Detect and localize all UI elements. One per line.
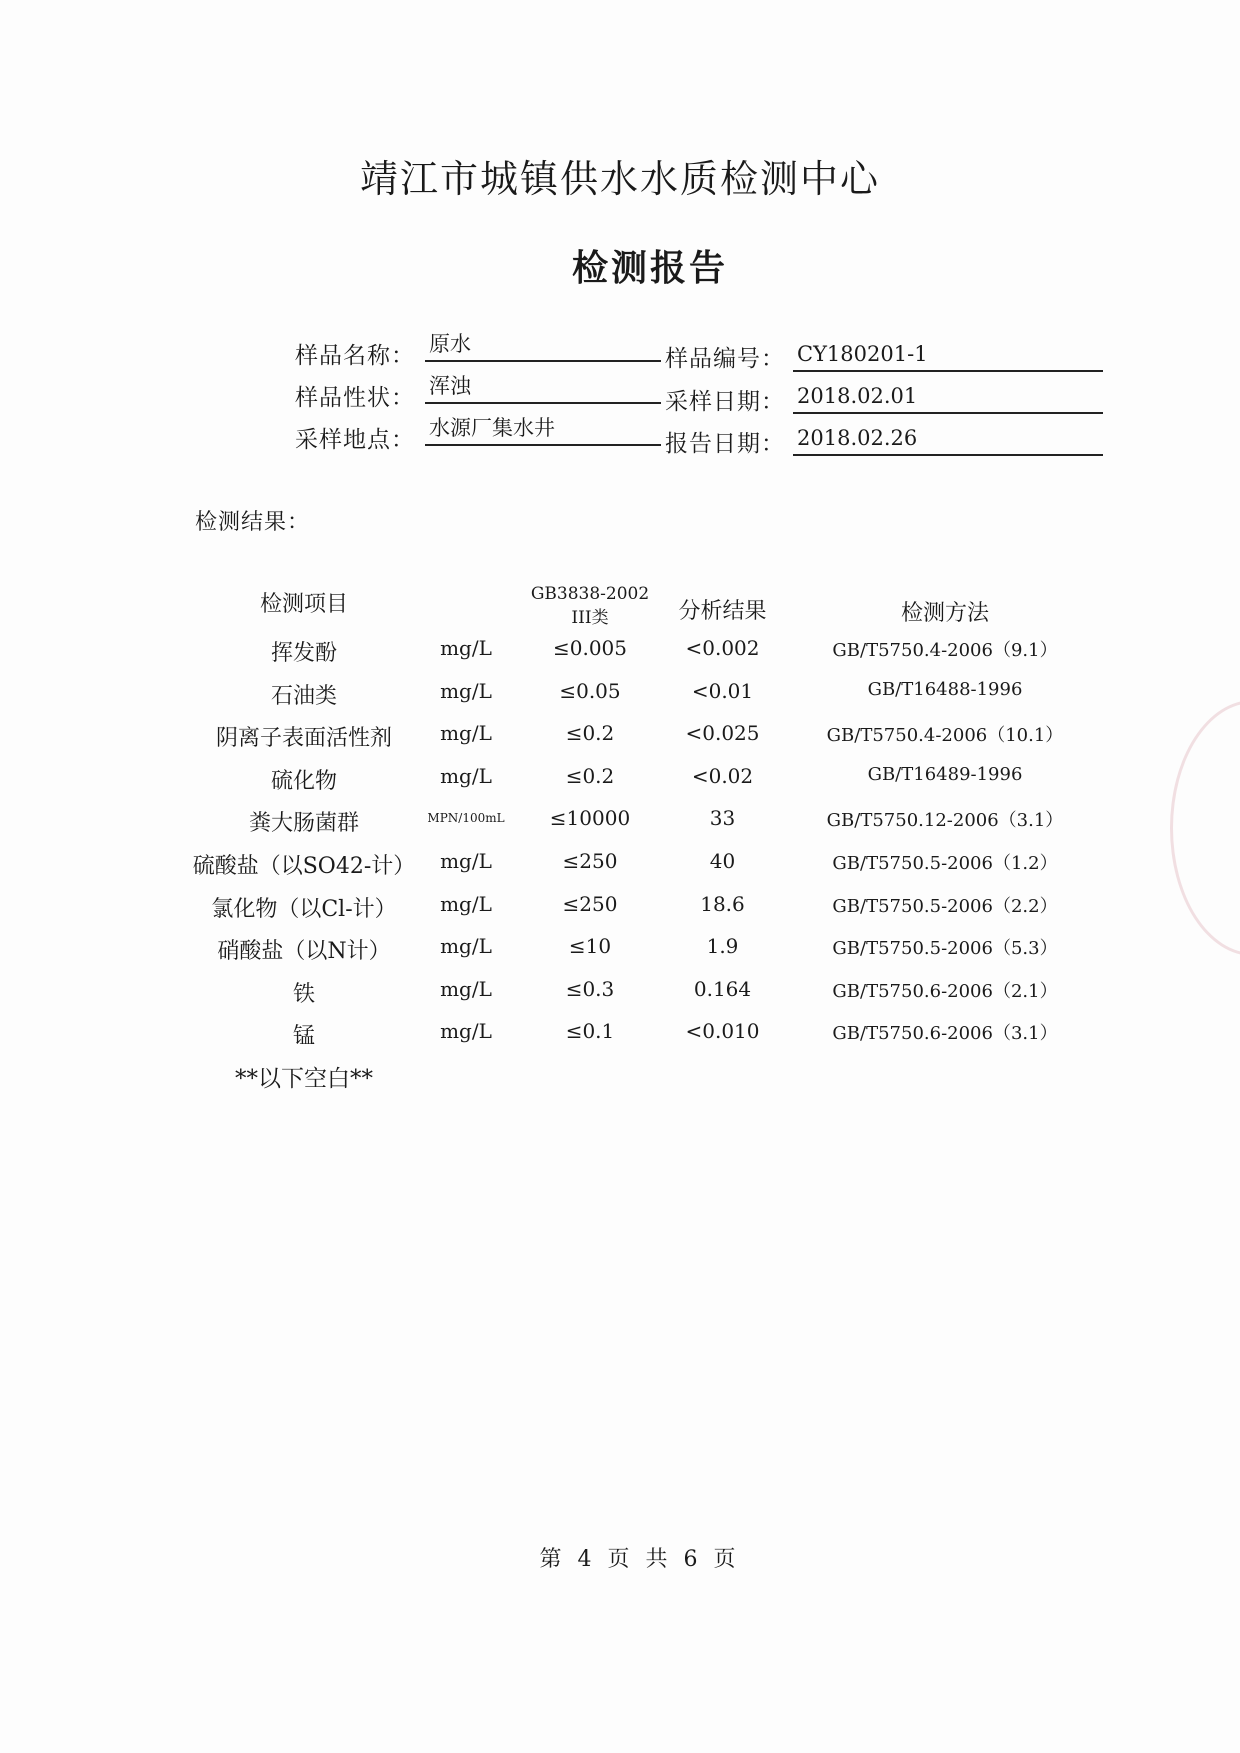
column-header-method: 检测方法 [900,601,989,626]
cell-result: <0.01 [691,679,754,703]
cell-unit: mg/L [440,636,492,660]
column-header-result: 分析结果 [678,599,767,624]
page-mid: 页 [607,1547,630,1572]
cell-item: 粪大肠菌群 [248,811,359,836]
cell-result: 0.164 [693,977,752,1001]
sampling-date-label: 采样日期： [665,389,785,415]
column-header-item: 检测项目 [259,592,348,617]
sample-appearance-value: 浑浊 [425,372,661,404]
cell-item: 挥发酚 [270,641,337,666]
cell-item: 硝酸盐（以N计） [217,939,391,964]
cell-method: GB/T5750.4-2006（10.1） [826,725,1064,746]
cell-standard: ≤0.2 [565,764,615,788]
cell-result: 40 [709,849,736,873]
cell-method: GB/T5750.5-2006（1.2） [832,853,1058,874]
page-suffix: 页 [713,1547,736,1572]
cell-method: GB/T5750.4-2006（9.1） [832,640,1058,661]
results-heading: 检测结果： [195,510,311,535]
report-title: 检测报告 [571,247,728,289]
page-prefix: 第 [539,1547,562,1572]
sampling-location-value: 水源厂集水井 [425,414,661,446]
cell-standard: ≤10000 [549,806,631,830]
cell-method: GB/T5750.5-2006（5.3） [832,938,1058,959]
sample-code-value: CY180201-1 [793,340,1103,372]
cell-unit: mg/L [440,849,492,873]
page-number [0,1542,1240,1573]
cell-standard: ≤0.1 [565,1019,615,1043]
cell-method: GB/T5750.6-2006（3.1） [832,1023,1058,1044]
cell-item: 氯化物（以Cl-计） [211,897,397,922]
end-of-data-marker: **以下空白** [235,1066,373,1092]
sample-appearance-label: 样品性状： [295,385,415,411]
cell-result: 1.9 [706,934,739,958]
cell-method: GB/T16488-1996 [867,679,1023,700]
cell-item: 铁 [292,982,315,1007]
standard-class: III类 [571,608,609,628]
official-seal-stamp [1170,700,1240,956]
cell-method: GB/T5750.5-2006（2.2） [832,896,1058,917]
report-date-label: 报告日期： [665,431,785,457]
column-header-standard [520,582,660,630]
cell-item: 阴离子表面活性剂 [215,726,392,751]
cell-method: GB/T5750.6-2006（2.1） [832,981,1058,1002]
cell-result: 18.6 [700,892,745,916]
cell-method: GB/T5750.12-2006（3.1） [826,810,1064,831]
report-date-value: 2018.02.26 [793,424,1103,456]
cell-standard: ≤0.3 [565,977,615,1001]
cell-result: <0.025 [685,721,760,745]
sampling-date-value: 2018.02.01 [793,382,1103,414]
cell-standard: ≤0.005 [552,636,627,660]
cell-standard: ≤10 [568,934,612,958]
sample-code-label: 样品编号： [665,346,785,372]
cell-unit: mg/L [440,977,492,1001]
cell-result: <0.002 [685,636,760,660]
cell-item: 石油类 [270,684,337,709]
cell-method: GB/T16489-1996 [867,764,1023,785]
cell-result: <0.02 [691,764,754,788]
page-total: 6 [683,1547,698,1572]
cell-standard: ≤250 [562,892,618,916]
cell-unit: mg/L [440,721,492,745]
total-prefix: 共 [645,1547,668,1572]
cell-item: 锰 [292,1024,315,1049]
standard-code: GB3838-2002 [530,584,650,604]
sample-name-label: 样品名称： [295,343,415,369]
cell-unit: mg/L [440,892,492,916]
cell-unit: mg/L [440,679,492,703]
cell-result: <0.010 [685,1019,760,1043]
cell-standard: ≤250 [562,849,618,873]
cell-standard: ≤0.2 [565,721,615,745]
sample-name-value: 原水 [425,330,661,362]
cell-unit: mg/L [440,1019,492,1043]
cell-unit: mg/L [440,934,492,958]
cell-unit: MPN/100mL [427,811,505,825]
cell-item: 硫化物 [270,769,337,794]
cell-item: 硫酸盐（以SO42-计） [192,854,416,879]
page-current: 4 [577,1547,592,1572]
cell-standard: ≤0.05 [559,679,621,703]
cell-result: 33 [709,806,736,830]
sampling-location-label: 采样地点： [295,427,415,453]
organization-name: 靖江市城镇供水水质检测中心 [359,157,880,201]
cell-unit: mg/L [440,764,492,788]
